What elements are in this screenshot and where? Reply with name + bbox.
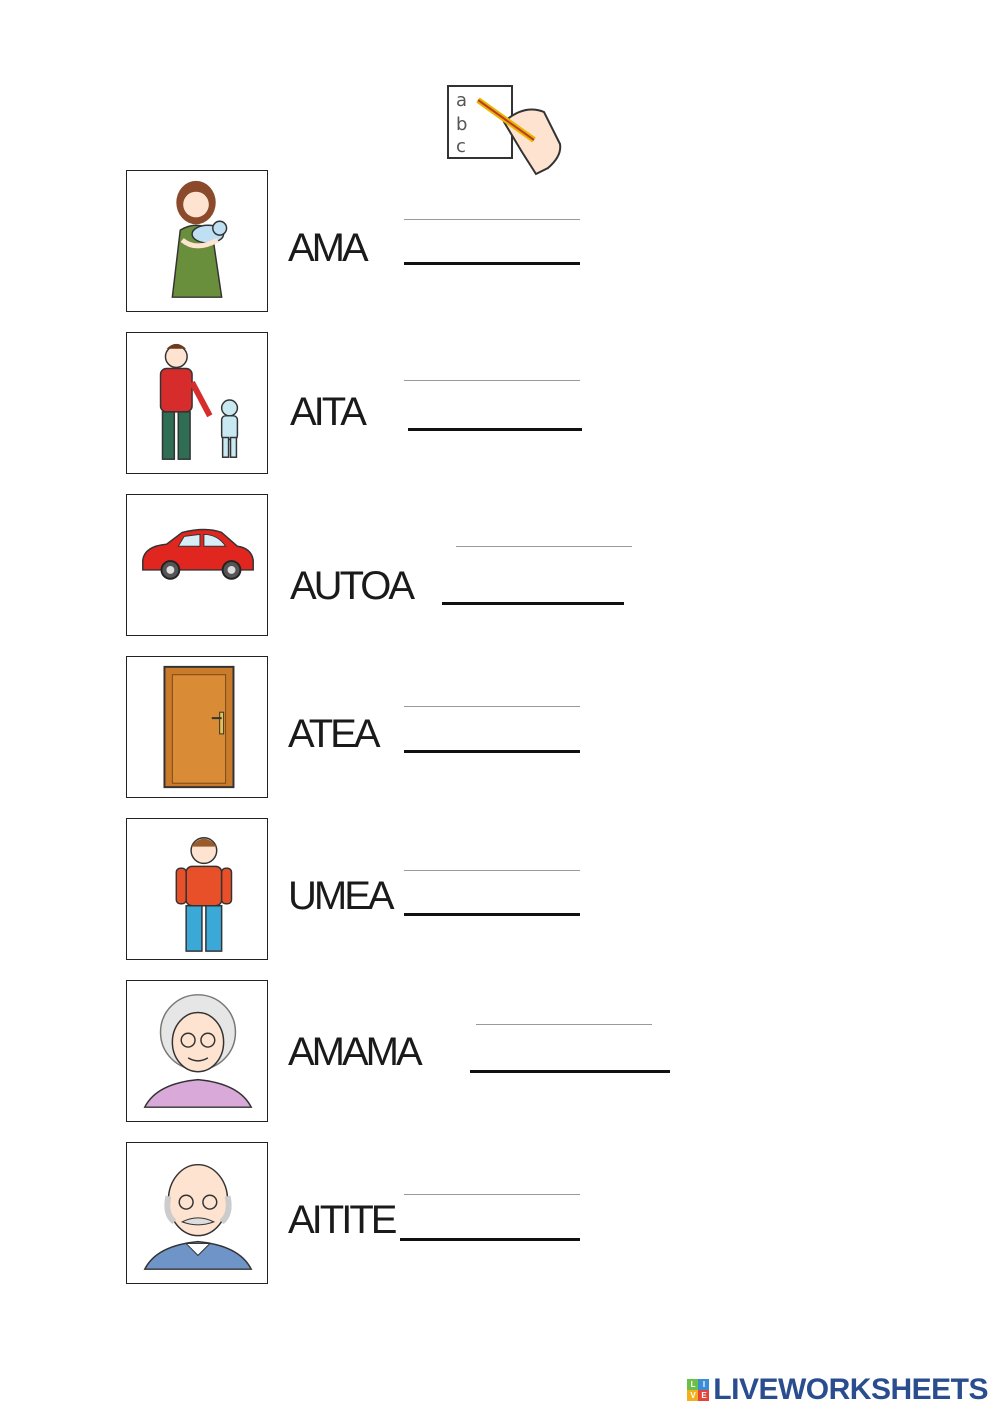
word-label: UMEA xyxy=(288,874,392,918)
word-label: AMAMA xyxy=(288,1030,420,1074)
word-row-atea xyxy=(0,656,1000,802)
word-row-aita xyxy=(0,332,1000,478)
guide-line xyxy=(404,1194,580,1195)
answer-input[interactable] xyxy=(442,560,624,600)
word-row-autoa xyxy=(0,494,1000,640)
word-label: AITA xyxy=(290,390,364,434)
answer-input[interactable] xyxy=(404,222,580,262)
word-row-umea xyxy=(0,818,1000,964)
brand-name: LIVEWORKSHEETS xyxy=(713,1373,988,1406)
car-icon xyxy=(126,494,268,636)
answer-input[interactable] xyxy=(408,384,582,424)
answer-input[interactable] xyxy=(400,1198,580,1238)
svg-text:c: c xyxy=(456,136,466,157)
svg-text:a: a xyxy=(456,90,468,111)
liveworksheets-logo-icon: L I V E xyxy=(687,1379,709,1401)
mother-with-baby-icon xyxy=(126,170,268,312)
write-line xyxy=(408,428,582,431)
guide-line xyxy=(404,380,580,381)
grandfather-icon xyxy=(126,1142,268,1284)
father-with-child-icon xyxy=(126,332,268,474)
write-line xyxy=(404,262,580,265)
grandmother-icon xyxy=(126,980,268,1122)
svg-text:b: b xyxy=(456,114,468,135)
liveworksheets-brand[interactable] xyxy=(687,1373,988,1407)
guide-line xyxy=(404,219,580,220)
write-line xyxy=(442,602,624,605)
guide-line xyxy=(456,546,632,547)
word-label: AUTOA xyxy=(290,564,413,608)
guide-line xyxy=(404,870,580,871)
word-label: AMA xyxy=(288,226,366,270)
child-icon xyxy=(126,818,268,960)
guide-line xyxy=(404,706,580,707)
write-line xyxy=(470,1070,670,1073)
word-row-amama xyxy=(0,980,1000,1126)
answer-input[interactable] xyxy=(404,874,580,914)
word-label: AITITE xyxy=(288,1198,395,1242)
answer-input[interactable] xyxy=(404,710,580,750)
write-line xyxy=(404,913,580,916)
door-icon xyxy=(126,656,268,798)
guide-line xyxy=(476,1024,652,1025)
word-label: ATEA xyxy=(288,712,378,756)
word-row-ama xyxy=(0,170,1000,316)
word-row-aitite xyxy=(0,1142,1000,1288)
write-abc-icon xyxy=(444,82,566,178)
write-line xyxy=(400,1238,580,1241)
answer-input[interactable] xyxy=(470,1028,670,1068)
write-line xyxy=(404,750,580,753)
